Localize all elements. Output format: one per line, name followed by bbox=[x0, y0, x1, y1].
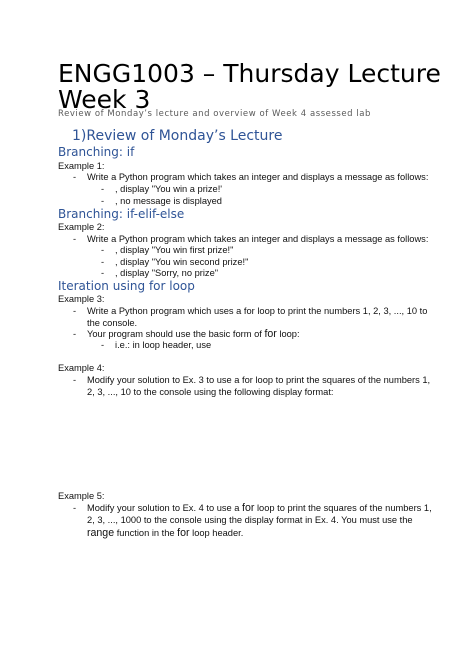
bullet: - bbox=[101, 245, 105, 255]
section-title: Review of Monday’s Lecture bbox=[86, 128, 283, 144]
section-number: 1) bbox=[72, 128, 87, 144]
example-4-text-line-2: 2, 3, ..., 10 to the console using the following display format: bbox=[87, 387, 334, 397]
document-subtitle: Review of Monday’s lecture and overview of Week 4 assessed lab bbox=[58, 109, 371, 119]
section-heading bbox=[72, 128, 282, 144]
bullet: - bbox=[101, 268, 105, 278]
document-title-line-2: Week 3 bbox=[58, 85, 151, 114]
example-1-text: Write a Python program which takes an integer and displays a message as follows: bbox=[87, 172, 429, 182]
bullet: - bbox=[73, 234, 77, 244]
keyword-for: for bbox=[177, 527, 190, 539]
example-3-text-line-3: Your program should use the basic form of for loop: bbox=[87, 328, 300, 340]
example-1-label: Example 1: bbox=[58, 161, 105, 171]
heading-branching-if-elif-else: Branching: if-elif-else bbox=[58, 207, 185, 221]
example-4-text-line-1: Modify your solution to Ex. 3 to use a for loop to print the squares of the numbers 1, bbox=[87, 375, 431, 385]
example-2-sub-item: , display "You win first prize!" bbox=[115, 245, 234, 255]
bullet: - bbox=[73, 306, 77, 316]
example-2-text: Write a Python program which takes an integer and displays a message as follows: bbox=[87, 234, 429, 244]
example-5-text-line-3: range function in the for loop header. bbox=[87, 527, 244, 539]
document-title-line-1: ENGG1003 – Thursday Lecture bbox=[58, 59, 441, 88]
example-2-sub-item: , display "You win second prize!" bbox=[115, 257, 249, 267]
bullet: - bbox=[101, 196, 105, 206]
bullet: - bbox=[101, 184, 105, 194]
example-1-sub-item: , no message is displayed bbox=[115, 196, 222, 206]
example-3-sub-item: i.e.: in loop header, use bbox=[115, 340, 212, 350]
example-5-text-line-1: Modify your solution to Ex. 4 to use a for loop to print the squares of the numbers 1, bbox=[87, 502, 432, 514]
bullet: - bbox=[73, 172, 77, 182]
keyword-for: for bbox=[242, 502, 255, 514]
bullet: - bbox=[101, 257, 105, 267]
example-4-label: Example 4: bbox=[58, 363, 105, 373]
example-2-label: Example 2: bbox=[58, 222, 105, 232]
heading-branching-if: Branching: if bbox=[58, 145, 135, 159]
example-3-text-line-1: Write a Python program which uses a for loop to print the numbers 1, 2, 3, ..., 10 to bbox=[87, 306, 428, 316]
keyword-range: range bbox=[87, 527, 115, 539]
bullet: - bbox=[73, 329, 77, 339]
bullet: - bbox=[101, 340, 105, 350]
example-5-label: Example 5: bbox=[58, 491, 105, 501]
keyword-for: for bbox=[264, 328, 277, 340]
heading-iteration-for-loop: Iteration using for loop bbox=[58, 279, 195, 293]
example-3-text-line-2: the console. bbox=[87, 318, 138, 328]
example-2-sub-item: , display "Sorry, no prize" bbox=[115, 268, 219, 278]
example-5-text-line-2: 2, 3, ..., 1000 to the console using the display format in Ex. 4. You must use the bbox=[87, 515, 413, 525]
bullet: - bbox=[73, 503, 77, 513]
example-1-sub-item: , display "You win a prize!' bbox=[115, 184, 223, 194]
bullet: - bbox=[73, 375, 77, 385]
example-3-label: Example 3: bbox=[58, 294, 105, 304]
